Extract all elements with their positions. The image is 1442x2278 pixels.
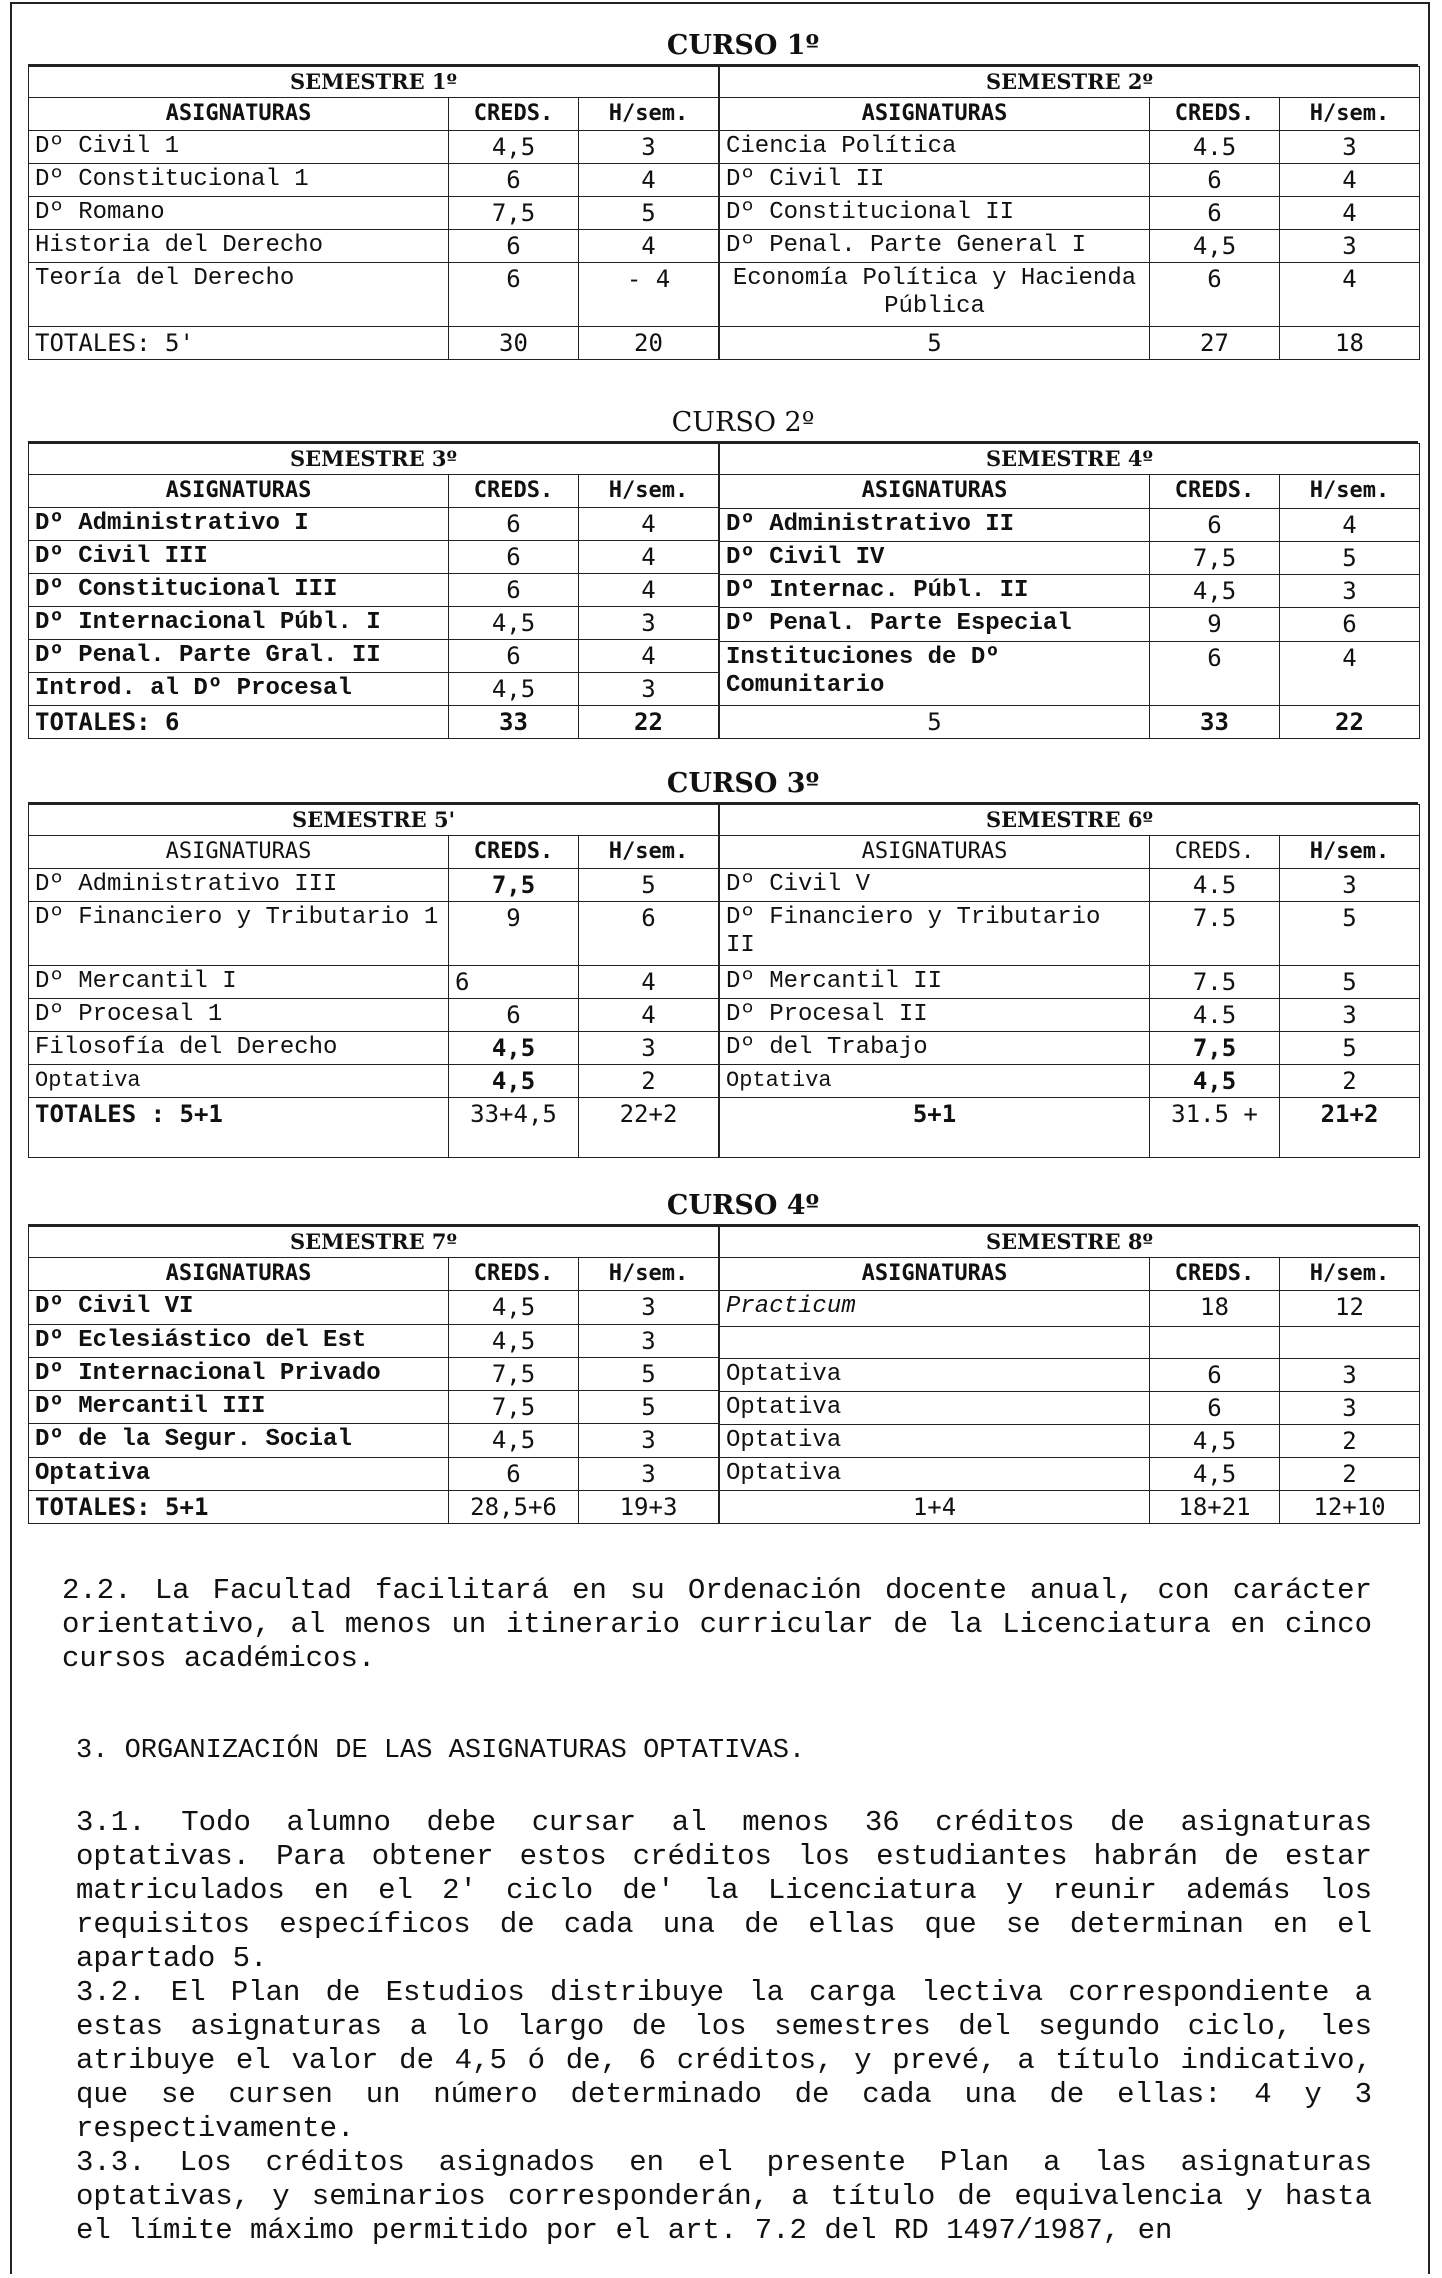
credits-cell: 4,5 [449, 607, 579, 640]
col-header: H/sem. [1280, 1258, 1420, 1291]
table-row [29, 1324, 719, 1357]
col-header: H/sem. [579, 836, 719, 869]
totals-label: TOTALES : 5+1 [29, 1098, 449, 1158]
subject-cell: Introd. al Dº Procesal [29, 673, 449, 706]
semester-label: SEMESTRE 4º [720, 444, 1420, 475]
credits-cell: 7,5 [449, 869, 579, 902]
subject-cell: Optativa [720, 1425, 1150, 1458]
col-header: ASIGNATURAS [29, 475, 449, 508]
hours-cell: 4 [579, 999, 719, 1032]
col-header: ASIGNATURAS [720, 836, 1150, 869]
credits-cell: 6 [449, 164, 579, 197]
paragraph-2-2: 2.2. La Facultad facilitará en su Ordenación docente anual, con carácter orientativo, al menos un itinerario curricular de la Licenciatura en cinco cursos académicos. [62, 1574, 1372, 1675]
semester-label: SEMESTRE 5' [29, 805, 719, 836]
table-row [29, 1065, 719, 1098]
semester-table-7 [28, 1226, 719, 1524]
semester-grid [28, 802, 1418, 1158]
hours-cell: 3 [579, 607, 719, 640]
totals-label: 1+4 [720, 1491, 1150, 1524]
subject-cell: Dº Penal. Parte Especial [720, 608, 1150, 641]
semester-label: SEMESTRE 2º [720, 67, 1420, 98]
subject-cell: Historia del Derecho [29, 230, 449, 263]
col-header: H/sem. [1280, 98, 1420, 131]
subject-cell: Dº Civil VI [29, 1291, 449, 1324]
subject-cell: Optativa [29, 1457, 449, 1490]
table-row [720, 541, 1420, 574]
hours-cell: - 4 [579, 263, 719, 327]
subject-cell: Optativa [720, 1392, 1150, 1425]
hours-cell: 4 [579, 640, 719, 673]
hours-cell: 4 [579, 966, 719, 999]
hours-cell: 3 [579, 673, 719, 706]
subject-cell [720, 1327, 1150, 1359]
table-row [720, 131, 1420, 164]
hours-cell: 3 [1280, 131, 1420, 164]
col-header: CREDS. [1150, 475, 1280, 508]
subject-cell: Dº Constitucional II [720, 197, 1150, 230]
credits-cell: 7,5 [1150, 541, 1280, 574]
table-row [720, 508, 1420, 541]
subject-cell: Dº Civil II [720, 164, 1150, 197]
totals-row [720, 1491, 1420, 1524]
semester-table-4 [719, 443, 1420, 739]
semester-label: SEMESTRE 8º [720, 1227, 1420, 1258]
totals-credits: 33 [449, 706, 579, 739]
credits-cell: 4.5 [1150, 999, 1280, 1032]
curso-2 [28, 405, 1418, 739]
table-row [29, 508, 719, 541]
totals-row [720, 327, 1420, 360]
hours-cell: 5 [579, 1391, 719, 1424]
subject-cell: Dº Mercantil II [720, 966, 1150, 999]
totals-hours: 12+10 [1280, 1491, 1420, 1524]
subject-cell: Dº Administrativo II [720, 508, 1150, 541]
table-row [720, 641, 1420, 705]
credits-cell: 4,5 [1150, 575, 1280, 608]
table-row [720, 902, 1420, 966]
semester-label: SEMESTRE 1º [29, 67, 719, 98]
totals-label: TOTALES: 6 [29, 706, 449, 739]
subject-cell: Optativa [720, 1458, 1150, 1491]
col-header: ASIGNATURAS [720, 1258, 1150, 1291]
hours-cell: 4 [579, 508, 719, 541]
col-header: H/sem. [1280, 836, 1420, 869]
subject-cell: Dº Eclesiástico del Est [29, 1324, 449, 1357]
totals-credits: 27 [1150, 327, 1280, 360]
subject-cell: Dº Mercantil III [29, 1391, 449, 1424]
credits-cell: 6 [1150, 164, 1280, 197]
table-row [720, 869, 1420, 902]
subject-cell: Filosofía del Derecho [29, 1032, 449, 1065]
hours-cell: 6 [579, 902, 719, 966]
credits-cell: 6 [1150, 1392, 1280, 1425]
col-header: ASIGNATURAS [29, 1258, 449, 1291]
hours-cell: 12 [1280, 1291, 1420, 1327]
table-row [720, 1458, 1420, 1491]
totals-label: TOTALES: 5' [29, 327, 449, 360]
credits-cell: 4,5 [449, 1291, 579, 1324]
paragraph-3-1: 3.1. Todo alumno debe cursar al menos 36 créditos de asignaturas optativas. Para obtener estos créditos los estudiantes habrán de estar matriculados en el 2' ciclo de' la Licenciatura y reunir además los requisitos específicos de cada una de ellas que se determinan en el apartado 5. [76, 1806, 1372, 1975]
hours-cell: 4 [579, 541, 719, 574]
credits-cell: 9 [449, 902, 579, 966]
subject-cell: Practicum [720, 1291, 1150, 1327]
credits-cell: 7.5 [1150, 966, 1280, 999]
col-header: ASIGNATURAS [720, 98, 1150, 131]
hours-cell: 5 [1280, 966, 1420, 999]
totals-credits: 33 [1150, 705, 1280, 738]
hours-cell: 3 [579, 1324, 719, 1357]
credits-cell: 6 [449, 508, 579, 541]
col-header: CREDS. [1150, 98, 1280, 131]
course-title: CURSO 1º [666, 30, 820, 61]
col-header: ASIGNATURAS [29, 836, 449, 869]
totals-hours: 21+2 [1280, 1098, 1420, 1158]
credits-cell: 6 [449, 230, 579, 263]
hours-cell: 3 [1280, 869, 1420, 902]
hours-cell: 5 [1280, 541, 1420, 574]
table-row [29, 966, 719, 999]
subject-cell: Teoría del Derecho [29, 263, 449, 327]
credits-cell: 7,5 [1150, 1032, 1280, 1065]
semester-table-6 [719, 804, 1420, 1158]
hours-cell: 4 [579, 574, 719, 607]
col-header: CREDS. [449, 1258, 579, 1291]
credits-cell: 6 [449, 263, 579, 327]
totals-credits: 28,5+6 [449, 1490, 579, 1523]
totals-hours: 20 [579, 327, 719, 360]
subject-cell: Dº Mercantil I [29, 966, 449, 999]
credits-cell: 6 [1150, 197, 1280, 230]
semester-label: SEMESTRE 6º [720, 805, 1420, 836]
table-row [29, 1291, 719, 1324]
subject-cell: Dº Penal. Parte General I [720, 230, 1150, 263]
hours-cell: 3 [579, 1457, 719, 1490]
totals-row [29, 327, 719, 360]
hours-cell: 4 [1280, 164, 1420, 197]
credits-cell: 4,5 [449, 673, 579, 706]
credits-cell: 4,5 [1150, 1458, 1280, 1491]
table-row [29, 263, 719, 327]
semester-label: SEMESTRE 7º [29, 1227, 719, 1258]
semester-table-2 [719, 66, 1420, 360]
totals-label: 5+1 [720, 1098, 1150, 1158]
totals-label: TOTALES: 5+1 [29, 1490, 449, 1523]
credits-cell: 7,5 [449, 197, 579, 230]
semester-table-5 [28, 804, 719, 1158]
subject-cell: Dº Constitucional 1 [29, 164, 449, 197]
credits-cell: 6 [1150, 1359, 1280, 1392]
hours-cell: 4 [1280, 263, 1420, 327]
credits-cell: 4,5 [449, 131, 579, 164]
subject-cell: Dº Romano [29, 197, 449, 230]
totals-credits: 30 [449, 327, 579, 360]
subject-cell: Dº Civil IV [720, 541, 1150, 574]
subject-cell: Dº Financiero y Tributario 1 [29, 902, 449, 966]
hours-cell: 2 [579, 1065, 719, 1098]
hours-cell: 4 [1280, 197, 1420, 230]
subject-cell: Economía Política y Hacienda Pública [720, 263, 1150, 327]
hours-cell: 3 [1280, 999, 1420, 1032]
hours-cell: 2 [1280, 1065, 1420, 1098]
totals-label: 5 [720, 705, 1150, 738]
col-header: ASIGNATURAS [29, 98, 449, 131]
table-row [29, 999, 719, 1032]
table-row [29, 197, 719, 230]
credits-cell: 6 [1150, 263, 1280, 327]
credits-cell: 7.5 [1150, 902, 1280, 966]
subject-cell: Dº Administrativo III [29, 869, 449, 902]
body-text [62, 1574, 1372, 2248]
subject-cell: Dº del Trabajo [720, 1032, 1150, 1065]
curso-4 [28, 1188, 1418, 1524]
totals-credits: 31.5 + [1150, 1098, 1280, 1158]
hours-cell: 3 [1280, 1359, 1420, 1392]
credits-cell: 4.5 [1150, 131, 1280, 164]
subject-cell: Dº Procesal II [720, 999, 1150, 1032]
subject-cell: Dº Procesal 1 [29, 999, 449, 1032]
table-row [720, 1032, 1420, 1065]
col-header: H/sem. [579, 98, 719, 131]
table-row [29, 1032, 719, 1065]
semester-grid [28, 64, 1418, 360]
subject-cell: Dº Penal. Parte Gral. II [29, 640, 449, 673]
credits-cell: 6 [449, 574, 579, 607]
hours-cell: 3 [1280, 1392, 1420, 1425]
table-row [29, 164, 719, 197]
curso-3 [28, 766, 1418, 1158]
credits-cell: 9 [1150, 608, 1280, 641]
hours-cell: 3 [579, 1291, 719, 1324]
table-row [720, 608, 1420, 641]
totals-row [720, 1098, 1420, 1158]
totals-row [29, 1098, 719, 1158]
hours-cell: 3 [579, 131, 719, 164]
table-row [29, 1357, 719, 1390]
table-row [29, 673, 719, 706]
subject-cell: Dº Administrativo I [29, 508, 449, 541]
credits-cell: 4,5 [449, 1324, 579, 1357]
subject-cell: Dº Internacional Públ. I [29, 607, 449, 640]
table-row [29, 607, 719, 640]
table-row [29, 1391, 719, 1424]
semester-grid [28, 441, 1418, 739]
credits-cell: 6 [1150, 508, 1280, 541]
subject-cell: Optativa [29, 1065, 449, 1098]
table-row [720, 230, 1420, 263]
credits-cell: 4,5 [1150, 1065, 1280, 1098]
hours-cell: 3 [1280, 575, 1420, 608]
col-header: CREDS. [449, 475, 579, 508]
totals-row [29, 1490, 719, 1523]
table-row [720, 1425, 1420, 1458]
totals-hours: 22 [579, 706, 719, 739]
hours-cell: 3 [579, 1032, 719, 1065]
semester-table-1 [28, 66, 719, 360]
table-row [29, 640, 719, 673]
table-row [29, 131, 719, 164]
col-header: CREDS. [449, 836, 579, 869]
credits-cell: 18 [1150, 1291, 1280, 1327]
credits-cell: 6 [449, 1457, 579, 1490]
totals-hours: 19+3 [579, 1490, 719, 1523]
section-heading-3: 3. ORGANIZACIÓN DE LAS ASIGNATURAS OPTATIVAS. [76, 1736, 806, 1766]
curso-1 [28, 28, 1418, 360]
totals-hours: 22+2 [579, 1098, 719, 1158]
col-header: CREDS. [449, 98, 579, 131]
credits-cell: 6 [449, 999, 579, 1032]
subject-cell: Optativa [720, 1359, 1150, 1392]
subject-cell: Dº Financiero y Tributario II [720, 902, 1150, 966]
col-header: CREDS. [1150, 836, 1280, 869]
subject-cell: Instituciones de Dº Comunitario [720, 641, 1150, 705]
credits-cell [1150, 1327, 1280, 1359]
paragraph-3-3: 3.3. Los créditos asignados en el presente Plan a las asignaturas optativas, y seminarios corresponderán, a título de equivalencia y hasta el límite máximo permitido por el art. 7.2 del RD 1497/1987, en [76, 2146, 1372, 2247]
hours-cell: 6 [1280, 608, 1420, 641]
table-row [29, 574, 719, 607]
course-title: CURSO 2º [671, 407, 815, 438]
credits-cell: 7,5 [449, 1357, 579, 1390]
subject-cell: Dº Internacional Privado [29, 1357, 449, 1390]
hours-cell: 5 [1280, 1032, 1420, 1065]
hours-cell: 4 [1280, 641, 1420, 705]
subject-cell: Dº Civil V [720, 869, 1150, 902]
table-row [720, 999, 1420, 1032]
table-row [720, 1359, 1420, 1392]
totals-hours: 22 [1280, 705, 1420, 738]
hours-cell: 3 [1280, 230, 1420, 263]
course-title: CURSO 4º [666, 1190, 820, 1221]
credits-cell: 4.5 [1150, 869, 1280, 902]
semester-label: SEMESTRE 3º [29, 444, 719, 475]
subject-cell: Dº Civil 1 [29, 131, 449, 164]
table-row [720, 966, 1420, 999]
hours-cell: 5 [579, 1357, 719, 1390]
credits-cell: 6 [449, 541, 579, 574]
col-header: CREDS. [1150, 1258, 1280, 1291]
semester-grid [28, 1224, 1418, 1524]
subject-cell: Dº Civil III [29, 541, 449, 574]
table-row [720, 1392, 1420, 1425]
hours-cell: 4 [1280, 508, 1420, 541]
hours-cell: 2 [1280, 1425, 1420, 1458]
semester-table-8 [719, 1226, 1420, 1524]
totals-label: 5 [720, 327, 1150, 360]
col-header: H/sem. [1280, 475, 1420, 508]
course-title: CURSO 3º [666, 768, 820, 799]
col-header: H/sem. [579, 1258, 719, 1291]
credits-cell: 4,5 [449, 1032, 579, 1065]
totals-credits: 18+21 [1150, 1491, 1280, 1524]
hours-cell: 4 [579, 230, 719, 263]
credits-cell: 4,5 [1150, 1425, 1280, 1458]
totals-row [720, 705, 1420, 738]
col-header: H/sem. [579, 475, 719, 508]
paragraph-3-2: 3.2. El Plan de Estudios distribuye la carga lectiva correspondiente a estas asignaturas a lo largo de los semestres del segundo ciclo, les atribuye el valor de 4,5 ó de, 6 créditos, y prevé, a título indicativo, que se cursen un número determinado de cada una de ellas: 4 y 3 respectivamente. [76, 1976, 1372, 2145]
credits-cell: 6 [449, 640, 579, 673]
totals-row [29, 706, 719, 739]
table-row [29, 230, 719, 263]
hours-cell [1280, 1327, 1420, 1359]
credits-cell: 6 [1150, 641, 1280, 705]
hours-cell: 5 [579, 197, 719, 230]
table-row [29, 869, 719, 902]
table-row [29, 1457, 719, 1490]
table-row [720, 1327, 1420, 1359]
subject-cell: Dº de la Segur. Social [29, 1424, 449, 1457]
credits-cell: 7,5 [449, 1391, 579, 1424]
table-row [720, 1065, 1420, 1098]
credits-cell: 4,5 [1150, 230, 1280, 263]
hours-cell: 5 [579, 869, 719, 902]
subject-cell: Optativa [720, 1065, 1150, 1098]
hours-cell: 5 [1280, 902, 1420, 966]
credits-cell: 4,5 [449, 1065, 579, 1098]
subject-cell: Dº Internac. Públ. II [720, 575, 1150, 608]
table-row [720, 263, 1420, 327]
table-row [29, 541, 719, 574]
totals-hours: 18 [1280, 327, 1420, 360]
table-row [29, 1424, 719, 1457]
credits-cell: 6 [449, 966, 579, 999]
credits-cell: 4,5 [449, 1424, 579, 1457]
subject-cell: Dº Constitucional III [29, 574, 449, 607]
table-row [29, 902, 719, 966]
hours-cell: 3 [579, 1424, 719, 1457]
hours-cell: 2 [1280, 1458, 1420, 1491]
semester-table-3 [28, 443, 719, 739]
hours-cell: 4 [579, 164, 719, 197]
col-header: ASIGNATURAS [720, 475, 1150, 508]
table-row [720, 575, 1420, 608]
subject-cell: Ciencia Política [720, 131, 1150, 164]
table-row [720, 197, 1420, 230]
table-row [720, 1291, 1420, 1327]
totals-credits: 33+4,5 [449, 1098, 579, 1158]
table-row [720, 164, 1420, 197]
